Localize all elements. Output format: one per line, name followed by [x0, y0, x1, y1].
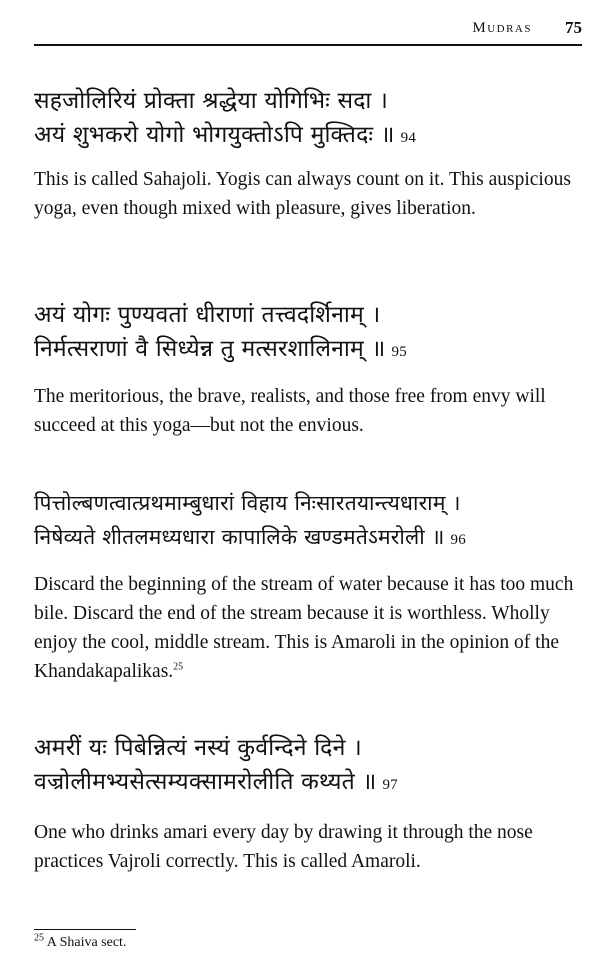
- verse-line: वज्रोलीमभ्यसेत्सम्यक्सामरोलीति कथ्यते ॥ 97: [34, 769, 398, 795]
- verse-number: 96: [450, 532, 466, 548]
- translation-94: This is called Sahajoli. Yogis can always count on it. This auspicious yoga, even though mixed with pleasure, gives liberation.: [34, 169, 571, 219]
- translation-96: Discard the beginning of the stream of water because it has too much bile. Discard the end of the stream because it is worthless. Wholly enjoy the cool, middle stream. This is Amaroli in the opinion of the Khandakapalikas.$^{25}$: [34, 574, 574, 682]
- footnote-divider: [34, 929, 136, 930]
- footnote: $^{25}$ A Shaiva sect.: [34, 932, 127, 950]
- verse-line: निषेव्यते शीतलमध्यधारा कापालिके खण्डमतेऽमरोली ॥ 96: [34, 525, 466, 549]
- verse-line: सहजोलिरियं प्रोक्ता श्रद्धेया योगिभिः सदा ।: [34, 88, 389, 114]
- verse-line: अयं शुभकरो योगो भोगयुक्तोऽपि मुक्तिदः ॥ 94: [34, 122, 417, 148]
- sanskrit-verse-94: [34, 84, 584, 155]
- sanskrit-verse-96: [34, 486, 584, 557]
- translation-97: One who drinks amari every day by drawing it through the nose practices Vajroli correctly. This is called Amaroli.: [34, 822, 533, 872]
- verse-line: अमरीं यः पिबेन्नित्यं नस्यं कुर्वन्दिने दिने ।: [34, 735, 362, 761]
- verse-line: अयं योगः पुण्यवतां धीराणां तत्त्वदर्शिनाम् ।: [34, 302, 381, 328]
- verse-number: 97: [382, 777, 398, 793]
- page-header: [34, 18, 582, 46]
- translation-95: The meritorious, the brave, realists, and those free from envy will succeed at this yoga—but not the envious.: [34, 386, 546, 436]
- verse-number: 95: [391, 344, 407, 360]
- verse-line: पित्तोल्बणत्वात्प्रथमाम्बुधारां विहाय निःसारतयान्त्यधाराम् ।: [34, 491, 461, 515]
- page-number: 75: [565, 18, 582, 37]
- running-title: Mudras: [472, 20, 532, 36]
- verse-line: निर्मत्सराणां वै सिध्येन्न तु मत्सरशालिनाम् ॥ 95: [34, 336, 407, 362]
- verse-number: 94: [400, 130, 417, 146]
- footnote-ref: 25: [173, 661, 184, 673]
- sanskrit-verse-97: [34, 731, 584, 802]
- sanskrit-verse-95: [34, 298, 584, 369]
